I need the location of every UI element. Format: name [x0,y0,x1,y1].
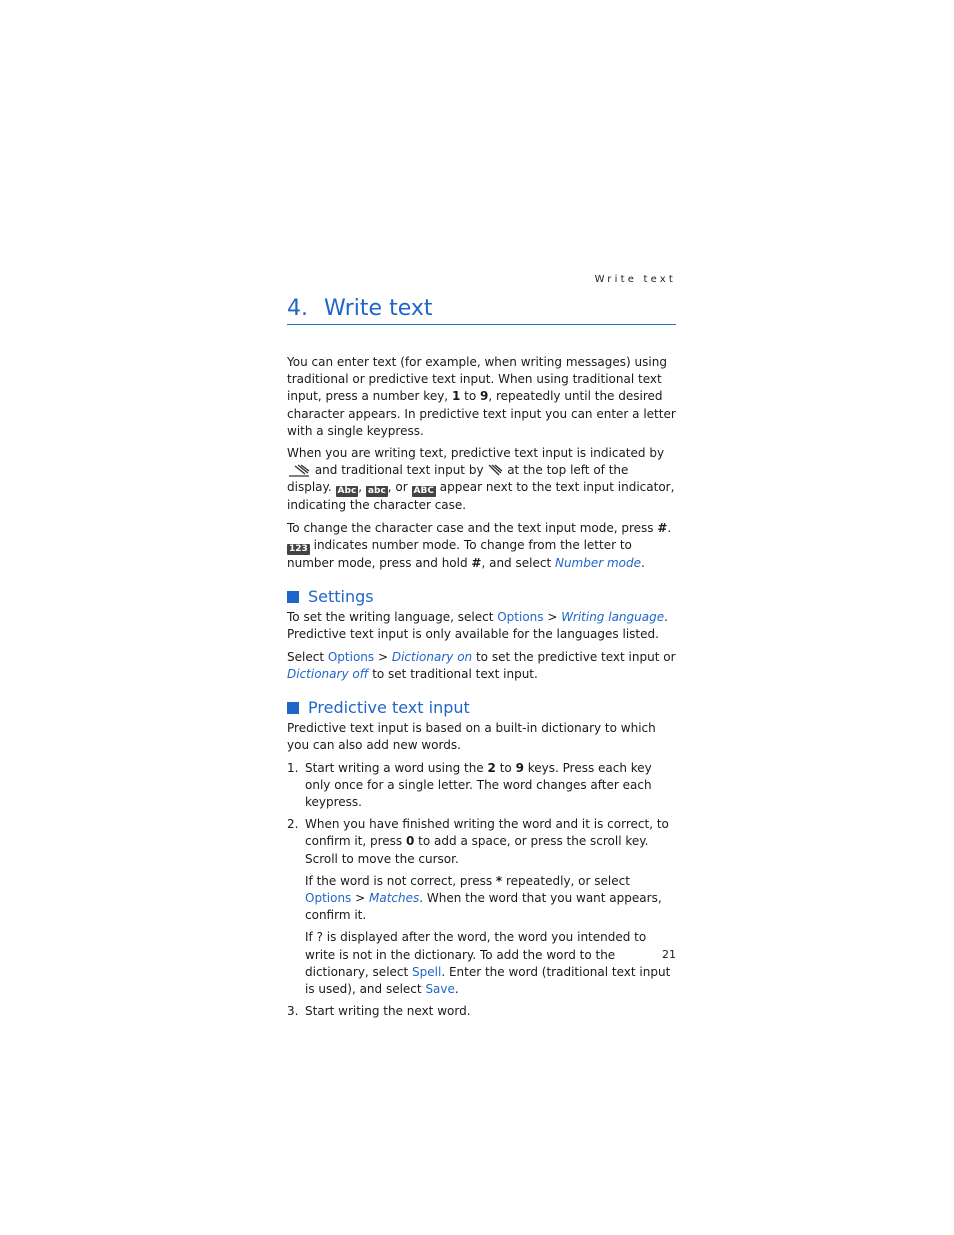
text: > [374,649,392,664]
running-head: Write text [594,274,676,285]
text: . [454,982,459,997]
options-label: Options [497,610,544,625]
paragraph-indicators [287,445,676,515]
text: appear next to the text input indicator, indicating the character case. [287,480,675,513]
writing-language-label: Writing language [561,610,665,625]
steps-list [287,760,676,1021]
text: and traditional text input by [314,463,488,478]
paragraph-not-correct [305,873,676,925]
list-number: 3. [287,1004,299,1019]
text: to [495,760,516,775]
spell-label: Spell [412,964,442,979]
abc-upper-icon: ABC [413,486,434,497]
section-heading-predictive [287,699,676,716]
text: . When the word that you want appears, confirm it. [305,891,662,923]
key-star: * [495,873,503,888]
paragraph-settings-1 [287,609,676,643]
paragraph-predictive-intro: Predictive text input is based on a built-in dictionary to which you can also add new words. [287,721,656,753]
text: Start writing the next word. [305,1004,471,1019]
key-0: 0 [406,834,415,849]
dictionary-on-label: Dictionary on [391,649,473,664]
section-heading-text: Predictive text input [308,698,470,718]
predictive-pencil-icon [287,464,311,477]
text: . [641,555,645,570]
key-9: 9 [479,389,489,404]
section-heading-text: Settings [308,587,374,607]
text: at the top left of the display. [287,463,629,495]
text: to set the predictive text input or [472,649,676,664]
section-square-icon [287,702,299,714]
text: > [351,891,369,906]
text: , [358,480,366,495]
chapter-title [287,296,676,325]
text: keys. Press each key only once for a single letter. The word changes after each keypress. [305,760,652,810]
text: , repeatedly until the desired character appears. In predictive text input you can enter a letter with a single keypress. [287,389,676,438]
list-item [287,760,676,812]
dictionary-off-label: Dictionary off [287,666,369,681]
text: When you are writing text, predictive text input is indicated by [287,446,665,461]
paragraph-not-in-dictionary [305,929,676,998]
text: To change the character case and the text input mode, press [287,520,658,535]
text: When you have finished writing the word and it is correct, to confirm it, press [305,817,669,849]
paragraph-intro [287,354,676,440]
chapter-number: 4. [287,296,308,321]
section-heading-settings [287,588,676,605]
text: Start writing a word using the [305,760,488,775]
text: If ? is displayed after the word, the word you intended to write is not in the dictionary. To add the word to the dictionary, select [305,930,647,979]
text: > [543,610,562,625]
text: repeatedly, or select [502,873,630,888]
number-mode-icon: 123 [289,543,308,554]
abc-lower-icon: abc [367,486,386,497]
text: , and select [481,555,555,570]
text: to [460,389,480,404]
text: . [667,520,672,535]
save-label: Save [425,982,455,997]
list-item [287,816,676,998]
list-number: 1. [287,760,299,775]
key-hash: # [657,520,668,535]
text: to set traditional text input. [368,666,538,681]
key-hash: # [471,555,482,570]
text: If the word is not correct, press [305,873,496,888]
text: to add a space, or press the scroll key. Scroll to move the cursor. [305,834,649,866]
abc-capital-icon: Abc [337,486,357,497]
text: , or [387,480,412,495]
list-item [287,1003,676,1020]
key-1: 1 [451,389,461,404]
options-label: Options [327,649,375,664]
text: indicates number mode. To change from the letter to number mode, press and hold [287,537,632,570]
options-label: Options [305,891,352,906]
list-number: 2. [287,817,299,832]
page-number: 21 [662,948,676,961]
key-9: 9 [515,760,524,775]
paragraph-settings-2 [287,649,676,683]
section-square-icon [287,591,299,603]
matches-label: Matches [369,891,420,906]
text: To set the writing language, select [287,610,498,625]
chapter-title-text: Write text [324,296,433,321]
key-2: 2 [487,760,496,775]
traditional-pencil-icon [487,464,503,477]
text: Select [287,649,328,664]
text: You can enter text (for example, when writing messages) using traditional or predictive text input. When using traditional text input, press a number key, [287,355,667,404]
body-text [287,354,676,1026]
number-mode-link: Number mode [554,555,642,570]
text: . Enter the word (traditional text input is used), and select [305,964,671,997]
paragraph-case [287,520,676,572]
text: . Predictive text input is only available for the languages listed. [287,610,668,642]
